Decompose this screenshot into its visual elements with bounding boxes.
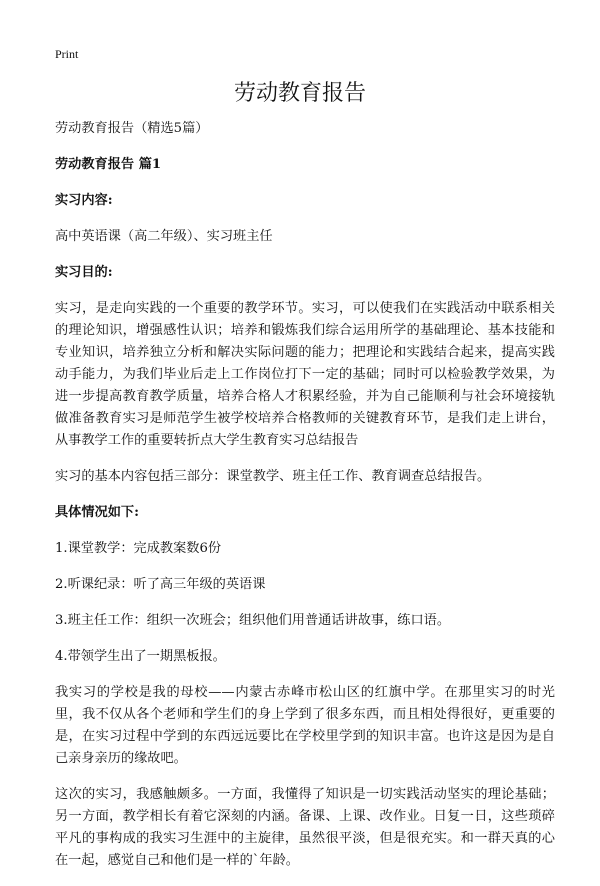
section-title: 劳动教育报告 篇1 xyxy=(55,157,162,172)
school-paragraph: 我实习的学校是我的母校——内蒙古赤峰市松山区的红旗中学。在那里实习的时光里，我不仅从各个老师和学生们的身上学到了很多东西，而且相处得很好，更重要的是，在实习过程中学到的东西远远要比在学校里学到的知识丰富。也许这是因为是自己亲身亲历的缘故吧。 xyxy=(55,685,555,766)
experience-paragraph: 这次的实习，我感触颇多。一方面，我懂得了知识是一切实践活动坚实的理论基础；另一方面，教学相长有着它深刻的内涵。备课、上课、改作业。日复一日，这些琐碎平凡的事构成的我实习生涯中的主旋律，虽然很平淡，但是很充实。和一群天真的心在一起，感觉自己和他们是一样的`年龄。 xyxy=(55,787,555,868)
purpose-heading: 实习目的: xyxy=(55,265,113,280)
list-item: 4.带领学生出了一期黑板报。 xyxy=(55,649,226,664)
page-title: 劳动教育报告 xyxy=(233,81,366,106)
list-item: 2.听课纪录：听了高三年级的英语课 xyxy=(55,577,266,592)
basic-content-paragraph: 实习的基本内容包括三部分：课堂教学、班主任工作、教育调查总结报告。 xyxy=(55,469,491,484)
document-content xyxy=(55,118,555,886)
content-text: 高中英语课（高二年级）、实习班主任 xyxy=(55,229,273,244)
content-heading: 实习内容: xyxy=(55,193,113,208)
print-link[interactable]: Print xyxy=(55,47,79,61)
list-item: 3.班主任工作：组织一次班会；组织他们用普通话讲故事，练口语。 xyxy=(55,613,451,628)
purpose-paragraph: 实习，是走向实践的一个重要的教学环节。实习，可以使我们在实践活动中联系相关的理论知识，增强感性认识；培养和锻炼我们综合运用所学的基础理论、基本技能和专业知识，培养独立分析和解决实际问题的能力；把理论和实践结合起来，提高实践动手能力，为我们毕业后走上工作岗位打下一定的基础；同时可以检验教学效果，为进一步提高教育教学质量，培养合格人才积累经验，并为自己能顺利与社会环境接轨做准备教育实习是师范学生被学校培养合格教师的关键教育环节，是我们走上讲台，从事教学工作的重要转折点大学生教育实习总结报告 xyxy=(55,301,555,448)
document-subtitle: 劳动教育报告（精选5篇） xyxy=(55,121,209,136)
details-heading: 具体情况如下: xyxy=(55,505,139,520)
list-item: 1.课堂教学：完成教案数6份 xyxy=(55,541,222,556)
